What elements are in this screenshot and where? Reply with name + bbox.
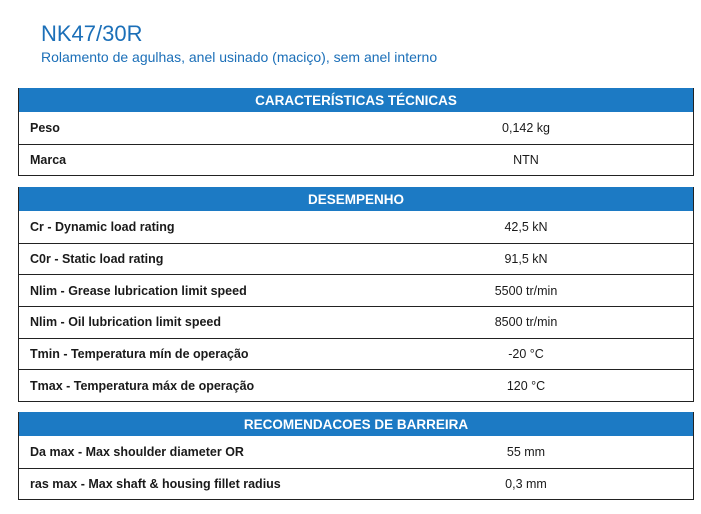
table-row bbox=[19, 274, 693, 306]
row-label: Nlim - Grease lubrication limit speed bbox=[30, 283, 247, 298]
table-row bbox=[19, 211, 693, 243]
row-value: 42,5 kN bbox=[504, 219, 548, 234]
row-label: Peso bbox=[30, 120, 60, 135]
row-value: 91,5 kN bbox=[504, 252, 548, 267]
section-heading: RECOMENDACOES DE BARREIRA bbox=[19, 412, 693, 436]
table-row bbox=[19, 144, 693, 176]
product-subtitle: Rolamento de agulhas, anel usinado (maciço), sem anel interno bbox=[41, 49, 438, 65]
row-label: Marca bbox=[30, 153, 67, 168]
row-value: 5500 tr/min bbox=[494, 283, 558, 298]
performance-table bbox=[18, 187, 694, 402]
row-label: C0r - Static load rating bbox=[30, 252, 164, 267]
row-value: 0,142 kg bbox=[502, 120, 550, 135]
table-row bbox=[19, 338, 693, 370]
row-label: Cr - Dynamic load rating bbox=[30, 219, 175, 234]
section-heading: DESEMPENHO bbox=[19, 187, 693, 211]
row-label: Da max - Max shoulder diameter OR bbox=[30, 444, 244, 459]
row-value: NTN bbox=[513, 153, 539, 168]
row-label: Tmin - Temperatura mín de operação bbox=[30, 347, 249, 362]
table-row bbox=[19, 369, 693, 401]
barrier-recommendations-table bbox=[18, 412, 694, 500]
row-label: Tmax - Temperatura máx de operação bbox=[30, 378, 255, 393]
table-row bbox=[19, 436, 693, 468]
table-row bbox=[19, 306, 693, 338]
technical-characteristics-table bbox=[18, 88, 694, 176]
section-heading: CARACTERÍSTICAS TÉCNICAS bbox=[19, 88, 693, 112]
row-value: 120 °C bbox=[506, 378, 546, 393]
row-value: 55 mm bbox=[506, 444, 546, 459]
table-row bbox=[19, 243, 693, 275]
table-row bbox=[19, 468, 693, 500]
product-title: NK47/30R bbox=[41, 21, 143, 46]
table-row bbox=[19, 112, 693, 144]
row-value: 8500 tr/min bbox=[494, 315, 558, 330]
row-value: -20 °C bbox=[508, 347, 544, 362]
row-value: 0,3 mm bbox=[505, 477, 547, 492]
row-label: Nlim - Oil lubrication limit speed bbox=[30, 315, 221, 330]
row-label: ras max - Max shaft & housing fillet radius bbox=[30, 477, 281, 492]
product-header bbox=[41, 21, 441, 66]
